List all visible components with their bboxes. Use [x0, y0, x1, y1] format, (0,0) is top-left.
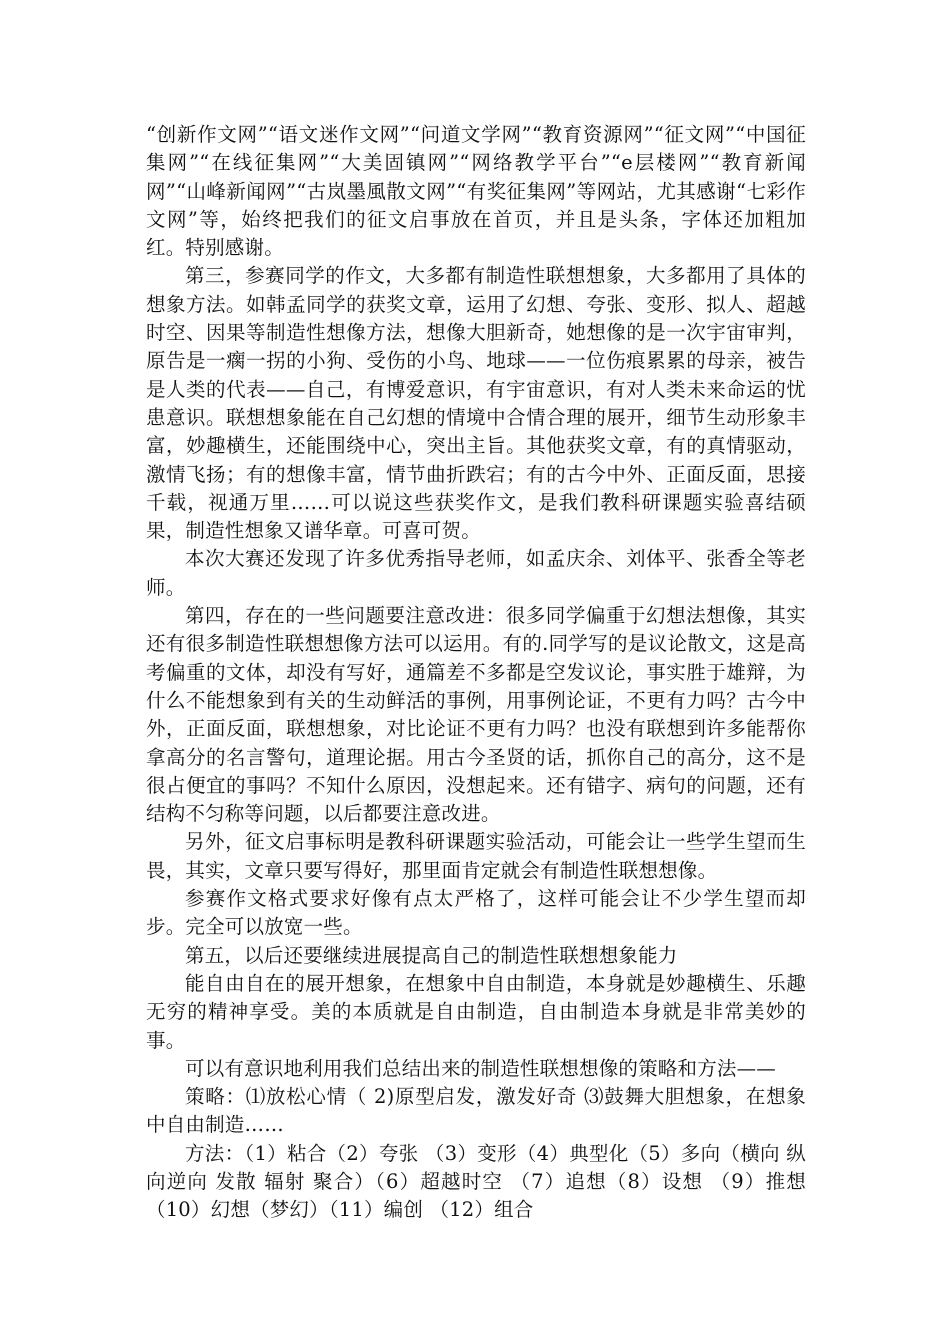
paragraph-strategies: 策略：⑴放松心情（ 2)原型启发，激发好奇 ⑶鼓舞大胆想象，在想象中自由制造……	[146, 1085, 806, 1137]
paragraph-format: 参赛作文格式要求好像有点太严格了，这样可能会让不少学生望而却步。完全可以放宽一些。	[146, 887, 806, 939]
paragraph-teachers: 本次大赛还发现了许多优秀指导老师，如孟庆余、刘体平、张香全等老师。	[146, 547, 806, 599]
paragraph-methods: 方法：（1）粘合（2）夸张 （3）变形（4）典型化（5）多向（横向 纵向逆向 发散 辐射 聚合）（6）超越时空 （7）追想（8）设想 （9）推想（10）幻想（梦幻）（11）编创 （12）组合	[146, 1141, 806, 1222]
paragraph-websites: “创新作文网”“语文迷作文网”“问道文学网”“教育资源网”“征文网”“中国征集网”“在线征集网”“大美固镇网”“网络教学平台”“e层楼网”“教育新闻网”“山峰新闻网”“古岚墨風散文网”“有奖征集网”等网站，尤其感谢“七彩作文网”等，始终把我们的征文启事放在首页，并且是头条，字体还加粗加红。特别感谢。	[146, 123, 806, 260]
paragraph-freedom: 能自由自在的展开想象，在想象中自由制造，本身就是妙趣横生、乐趣无穷的精神享受。美的本质就是自由制造，自由制造本身就是非常美妙的事。	[146, 971, 806, 1052]
document-page	[146, 121, 806, 1225]
paragraph-also: 另外，征文启事标明是教科研课题实验活动，可能会让一些学生望而生畏，其实，文章只要写得好，那里面肯定就会有制造性联想想像。	[146, 830, 806, 882]
paragraph-strategy-intro: 可以有意识地利用我们总结出来的制造性联想想像的策略和方法——	[185, 1056, 777, 1080]
paragraph-fourth-point: 第四，存在的一些问题要注意改进：很多同学偏重于幻想法想像，其实还有很多制造性联想想像方法可以运用。有的.同学写的是议论散文，这是高考偏重的文体，却没有写好，通篇差不多都是空发议论，事实胜于雄辩，为什么不能想象到有关的生动鲜活的事例，用事例论证，不更有力吗？古今中外，正面反面，联想想象，对比论证不更有力吗？也没有联想到许多能帮你拿高分的名言警句，道理论据。用古今圣贤的话，抓你自己的高分，这不是很占便宜的事吗？不知什么原因，没想起来。还有错字、病句的问题，还有结构不匀称等问题，以后都要注意改进。	[146, 604, 806, 826]
paragraph-third-point: 第三，参赛同学的作文，大多都有制造性联想想象，大多都用了具体的想象方法。如韩孟同学的获奖文章，运用了幻想、夸张、变形、拟人、超越时空、因果等制造性想像方法，想像大胆新奇，她想像的是一次宇宙审判，原告是一瘸一拐的小狗、受伤的小鸟、地球——一位伤痕累累的母亲，被告是人类的代表——自己，有博爱意识，有宇宙意识，有对人类未来命运的忧患意识。联想想象能在自己幻想的情境中合情合理的展开，细节生动形象丰富，妙趣横生，还能围绕中心，突出主旨。其他获奖文章，有的真情驱动，激情飞扬；有的想像丰富，情节曲折跌宕；有的古今中外、正面反面，思接千载，视通万里……可以说这些获奖作文，是我们教科研课题实验喜结硕果，制造性想象又谱华章。可喜可贺。	[146, 264, 806, 543]
paragraph-fifth-point: 第五，以后还要继续进展提高自己的制造性联想想象能力	[185, 943, 678, 967]
